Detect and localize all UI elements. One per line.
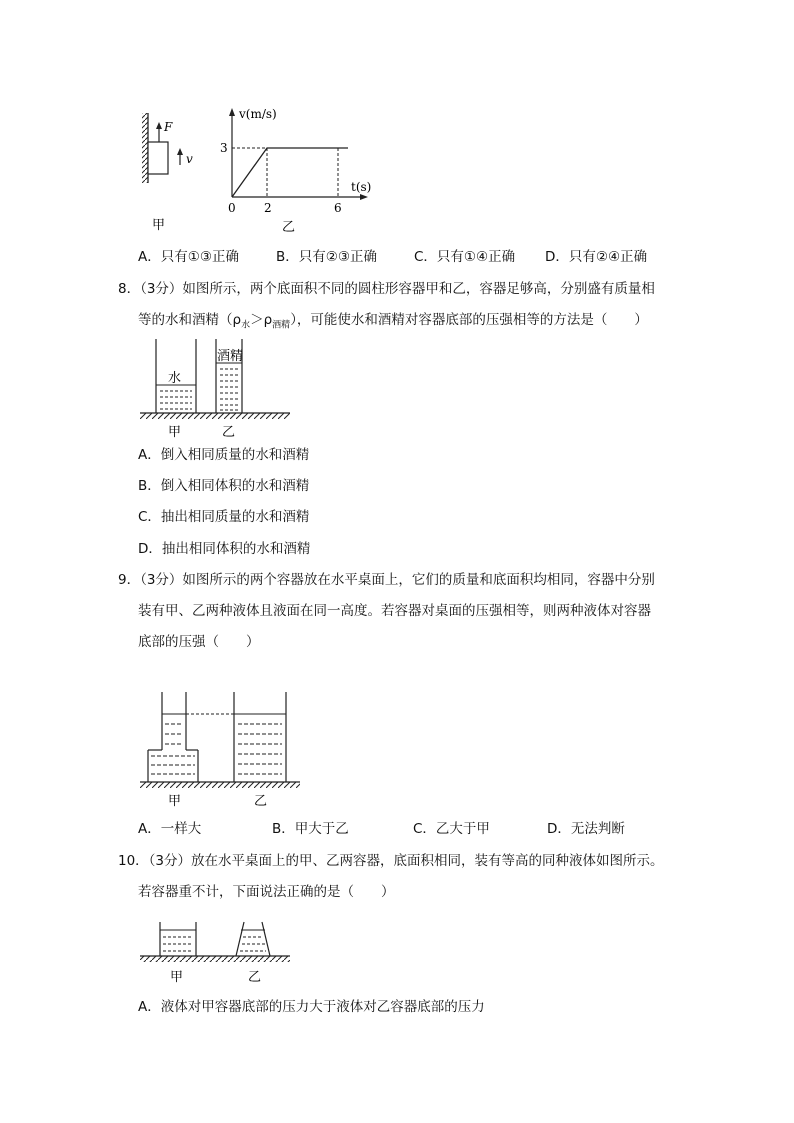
q9-figure — [140, 692, 310, 812]
force-arrow — [156, 122, 162, 142]
fig-caption: 甲 — [168, 425, 182, 440]
option-a[interactable]: A．一样大 — [138, 821, 202, 837]
option-b[interactable]: B．只有②③正确 — [276, 249, 377, 265]
question-10-stem-line2: 若容器重不计，下面说法正确的是（ ） — [138, 884, 395, 900]
x-axis-label: t(s) — [351, 180, 372, 194]
velocity-label: v — [186, 152, 193, 166]
y-tick-label: 3 — [220, 141, 228, 155]
option-c[interactable]: C．乙大于甲 — [413, 821, 490, 837]
option-a[interactable]: A．倒入相同质量的水和酒精 — [138, 447, 310, 463]
option-d[interactable]: D．无法判断 — [547, 821, 625, 837]
container-left — [160, 922, 196, 956]
velocity-line — [232, 148, 348, 197]
question-10-stem-line1: 10．（3分）放在水平桌面上的甲、乙两容器，底面积相同，装有等高的同种液体如图所示。 — [118, 853, 664, 869]
ground — [140, 782, 300, 788]
x-tick-label: 2 — [264, 201, 272, 215]
question-9-stem-line1: 9．（3分）如图所示的两个容器放在水平桌面上，它们的质量和底面积均相同，容器中分别 — [118, 572, 655, 588]
option-b[interactable]: B．甲大于乙 — [272, 821, 349, 837]
option-a[interactable]: A．液体对甲容器底部的压力大于液体对乙容器底部的压力 — [138, 999, 485, 1015]
question-8-stem-line1: 8．（3分）如图所示，两个底面积不同的圆柱形容器甲和乙，容器足够高，分别盛有质量相 — [118, 281, 655, 297]
fig-caption: 乙 — [248, 970, 262, 985]
alcohol-label: 酒精 — [217, 349, 244, 364]
fig-caption: 乙 — [254, 794, 268, 809]
velocity-arrow — [177, 148, 183, 165]
ground — [140, 956, 290, 962]
option-d[interactable]: D．只有②④正确 — [545, 249, 648, 265]
option-b[interactable]: B．倒入相同体积的水和酒精 — [138, 478, 310, 494]
x-axis — [232, 194, 368, 200]
question-9-stem-line2: 装有甲、乙两种液体且液面在同一高度。若容器对桌面的压强相等，则两种液体对容器 — [138, 603, 651, 619]
option-c[interactable]: C．只有①④正确 — [414, 249, 516, 265]
option-d[interactable]: D．抽出相同体积的水和酒精 — [138, 541, 311, 557]
option-c[interactable]: C．抽出相同质量的水和酒精 — [138, 509, 310, 525]
water-label: 水 — [168, 371, 182, 386]
fig-caption: 甲 — [152, 218, 166, 233]
question-8-stem-line2: 等的水和酒精$(\rho_水>\rho_{酒精})$，可能使水和酒精对容器底部的压强相等的方法是（ ） — [138, 312, 648, 331]
question-9-stem-line3: 底部的压强（ ） — [138, 634, 260, 650]
block — [148, 142, 168, 174]
wall — [142, 113, 148, 183]
y-axis — [229, 108, 235, 197]
force-label: F — [164, 120, 173, 134]
y-axis-label: v(m/s) — [239, 107, 277, 121]
x-tick-label: 6 — [334, 201, 342, 215]
container-left — [148, 692, 198, 782]
option-a[interactable]: A．只有①③正确 — [138, 249, 239, 265]
fig-caption: 乙 — [282, 220, 296, 235]
container-right — [236, 922, 270, 956]
q8-figure — [140, 335, 300, 441]
q7-figure-left — [130, 105, 210, 235]
q7-velocity-time-graph — [220, 100, 380, 235]
fig-caption: 甲 — [168, 794, 182, 809]
fig-caption: 乙 — [222, 425, 236, 440]
ground — [140, 413, 290, 419]
x-tick-label: 0 — [228, 201, 236, 215]
container-right — [234, 692, 286, 782]
q10-figure — [140, 918, 300, 990]
fig-caption: 甲 — [170, 970, 184, 985]
